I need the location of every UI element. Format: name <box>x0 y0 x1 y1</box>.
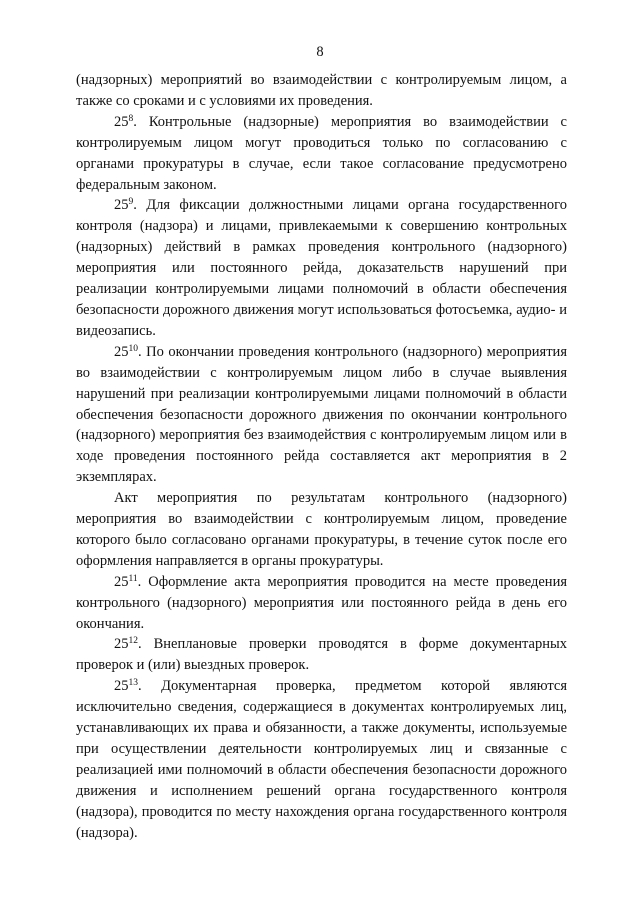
page-number: 8 <box>316 44 324 60</box>
paragraph-25-11 <box>76 572 567 635</box>
paragraph-text: . Внеплановые проверки проводятся в форме документарных проверок и (или) выездных проверок. <box>76 636 567 674</box>
clause-number: 25 <box>114 197 129 214</box>
paragraph-text: . Документарная проверка, предметом которой являются исключительно сведения, содержащиеся в документах контролируемых лиц, устанавливающих их права и обязанности, а также документы, используемые при осуществлении деятельности контролируемых лиц и связанные с реализацией ими полномочий в области обеспечения безопасности дорожного движения и исполнением решений органа государственного контроля (надзора), проводится по месту нахождения органа государственного контроля (надзора). <box>76 678 567 841</box>
clause-superscript: 13 <box>128 678 138 689</box>
paragraph-25-10 <box>76 342 567 488</box>
clause-superscript: 8 <box>128 113 134 124</box>
paragraph-25-8 <box>76 112 567 196</box>
paragraph-text: Акт мероприятия по результатам контрольного (надзорного) мероприятия во взаимодействии с контролируемым лицом, проведение которого было согласовано органами прокуратуры, в течение суток после его оформления направляется в органы прокуратуры. <box>76 490 567 569</box>
clause-superscript: 9 <box>128 197 134 208</box>
clause-superscript: 11 <box>128 573 138 584</box>
paragraph-25-9 <box>76 195 567 341</box>
paragraph-25-12 <box>76 634 567 676</box>
paragraph-text: (надзорных) мероприятий во взаимодействии с контролируемым лицом, а также со сроками и с условиями их проведения. <box>76 72 567 109</box>
paragraph-text: . Для фиксации должностными лицами органа государственного контроля (надзора) и лицами, привлекаемыми к совершению контрольных (надзорных) действий в рамках проведения контрольного (надзорного) мероприятия или постоянного рейда, доказательств нарушений при реализации контролируемыми лицами полномочий в области обеспечения безопасности дорожного движения могут использоваться фотосъемка, аудио- и видеозапись. <box>76 197 567 339</box>
clause-superscript: 12 <box>128 636 138 647</box>
paragraph-continuation <box>76 70 567 112</box>
clause-number: 25 <box>114 573 129 590</box>
paragraph-text: . Оформление акта мероприятия проводится на месте проведения контрольного (надзорного) мероприятия или постоянного рейда в день его окончания. <box>76 573 567 632</box>
paragraph-text: . Контрольные (надзорные) мероприятия во взаимодействии с контролируемым лицом могут проводиться только по согласованию с органами прокуратуры в случае, если такое согласование предусмотрено федеральным законом. <box>76 113 567 193</box>
document-body <box>76 70 567 844</box>
clause-number: 25 <box>114 343 129 360</box>
clause-superscript: 10 <box>128 343 138 354</box>
clause-number: 25 <box>114 636 129 653</box>
paragraph-25-13 <box>76 676 567 843</box>
paragraph-text: . По окончании проведения контрольного (надзорного) мероприятия во взаимодействии с контролируемым лицом либо в случае выявления нарушений при реализации контролируемыми лицами полномочий в области обеспечения безопасности дорожного движения по окончании контрольного (надзорного) мероприятия без взаимодействия с контролируемым лицом или в ходе проведения постоянного рейда составляется акт мероприятия в 2 экземплярах. <box>76 343 567 486</box>
paragraph-act-forwarding <box>76 488 567 572</box>
clause-number: 25 <box>114 678 129 695</box>
clause-number: 25 <box>114 113 129 130</box>
